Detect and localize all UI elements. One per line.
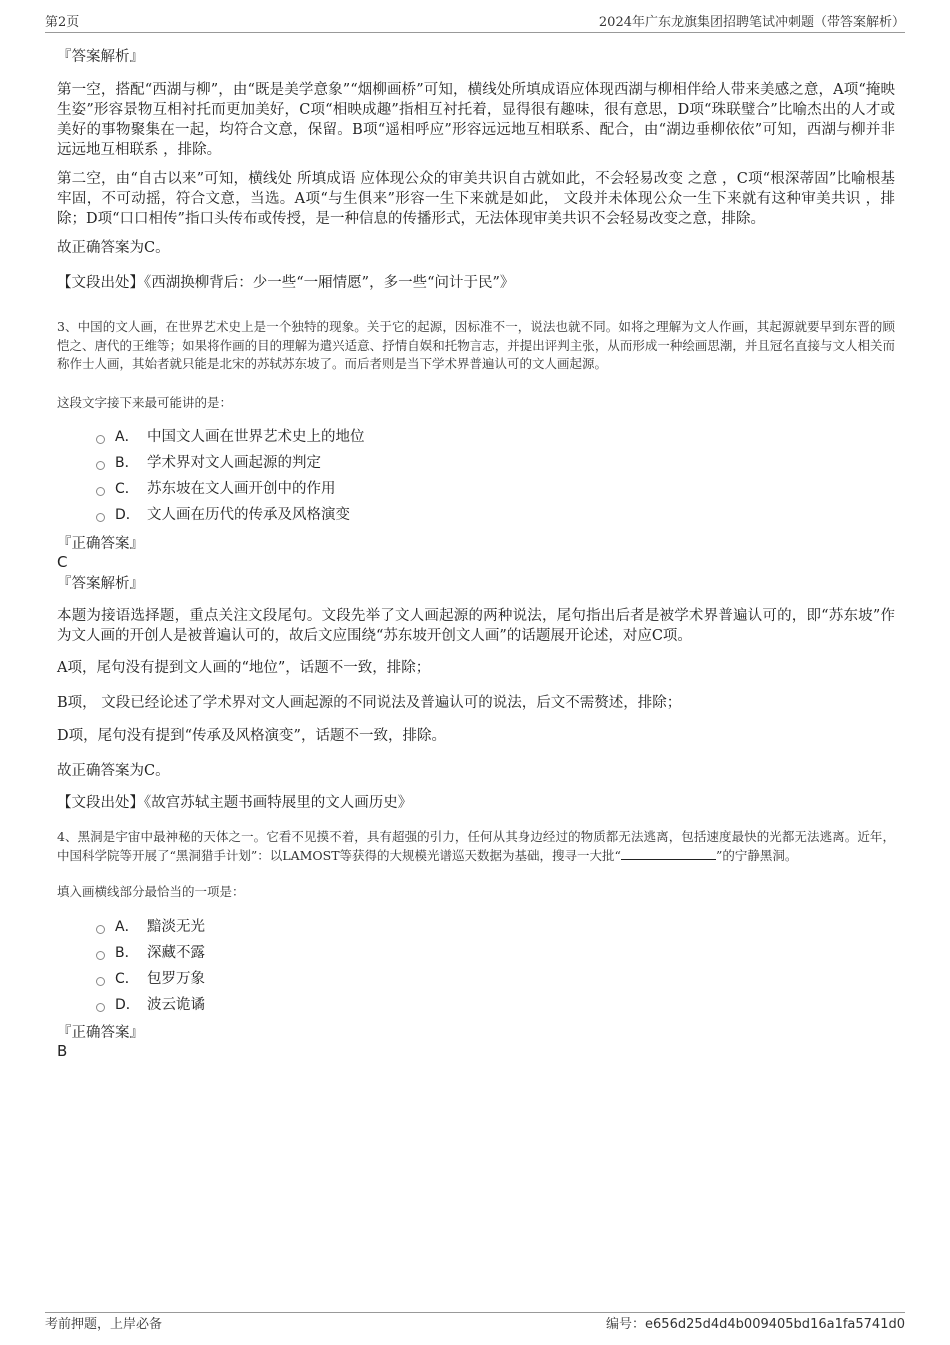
question-4-passage: 4、黑洞是宇宙中最神秘的天体之一。它看不见摸不着，具有超强的引力，任何从其身边经过的物质都无法逃离，包括速度最快的光都无法逃离。近年，中国科学院等开展了“黑洞猎手计划”：以LAMOST等获得的大规模光谱巡天数据为基础，搜寻一大批“ ”的宁静黑洞。 bbox=[57, 829, 895, 863]
radio-icon[interactable] bbox=[96, 925, 105, 934]
radio-icon[interactable] bbox=[96, 435, 105, 444]
source-citation: 【文段出处】《故宫苏轼主题书画特展里的文人画历史》 bbox=[57, 795, 413, 811]
radio-icon[interactable] bbox=[96, 1003, 105, 1012]
option-text: 波云诡谲 bbox=[147, 997, 205, 1013]
source-citation: 【文段出处】《西湖换柳背后：少一些“一厢情愿”，多一些“问计于民”》 bbox=[57, 275, 515, 291]
question-4-option-c[interactable]: C． 包罗万象 bbox=[96, 969, 205, 989]
radio-icon[interactable] bbox=[96, 977, 105, 986]
analysis-paragraph-2: 第二空，由“自古以来”可知，横线处 所填成语 应体现公众的审美共识自古就如此，不会轻易改变 之意 ，C项“根深蒂固”比喻根基牢固，不可动摇，符合文意，当选。A项“与生俱来”形容一生下来就是如此， 文段并未体现公众一生下来就有这种审美共识 ，排除；D项“口口相传”指口头传布或传授，是一种信息的传播形式，无法体现审美共识不会轻易改变之意，排除。 bbox=[57, 171, 895, 227]
option-text: 包罗万象 bbox=[147, 971, 205, 987]
radio-icon[interactable] bbox=[96, 951, 105, 960]
analysis-label: 『答案解析』 bbox=[57, 49, 144, 65]
question-3-option-b[interactable]: B． 学术界对文人画起源的判定 bbox=[96, 453, 321, 473]
question-4-option-a[interactable]: A． 黯淡无光 bbox=[96, 917, 205, 937]
page-footer bbox=[45, 1312, 905, 1333]
question-3-option-d[interactable]: D． 文人画在历代的传承及风格演变 bbox=[96, 505, 350, 525]
question-3-note-b: B项， 文段已经论述了学术界对文人画起源的不同说法及普遍认可的说法，后文不需赘述，排除； bbox=[57, 695, 682, 711]
option-text: 黯淡无光 bbox=[147, 919, 205, 935]
radio-icon[interactable] bbox=[96, 487, 105, 496]
analysis-paragraph-1: 第一空，搭配“西湖与柳”，由“既是美学意象”“烟柳画桥”可知，横线处所填成语应体现西湖与柳相伴给人带来美感之意，A项“掩映生姿”形容景物互相衬托而更加美好，C项“相映成趣”指相互衬托着，显得很有趣味，很有意思，D项“珠联璧合”比喻杰出的人才或美好的事物聚集在一起，均符合文意，保留。B项“遥相呼应”形容远远地互相联系、配合，由“湖边垂柳依依”可知，西湖与柳并非 远远地互相联系 ，排除。 bbox=[57, 82, 895, 158]
question-3-passage: 3、中国的文人画，在世界艺术史上是一个独特的现象。关于它的起源，因标准不一，说法也就不同。如将之理解为文人作画，其起源就要早到东晋的顾恺之、唐代的王维等；如果将作画的目的理解为遣兴适意、抒情自娱和托物言志，并提出评判主张，从而形成一种绘画思潮，并且冠名直接与文人相关而称作士人画，其始者就只能是北宋的苏轼苏东坡了。而后者则是当下学术界普遍认可的文人画起源。 bbox=[57, 319, 895, 371]
correct-answer-label: 『正确答案』 bbox=[57, 536, 144, 552]
option-text: 苏东坡在文人画开创中的作用 bbox=[147, 481, 336, 497]
question-3-stem: 这段文字接下来最可能讲的是： bbox=[57, 395, 233, 410]
fill-in-blank bbox=[621, 847, 716, 860]
option-text: 学术界对文人画起源的判定 bbox=[147, 455, 321, 471]
document-code: 编号：e656d25d4d4b009405bd16a1fa5741d0 bbox=[606, 1317, 905, 1332]
footer-slogan: 考前押题，上岸必备 bbox=[45, 1317, 163, 1332]
option-text: 深藏不露 bbox=[147, 945, 205, 961]
option-text: 文人画在历代的传承及风格演变 bbox=[147, 507, 350, 523]
question-3-note-d: D项，尾句没有提到“传承及风格演变”，话题不一致，排除。 bbox=[57, 728, 446, 744]
question-4-option-d[interactable]: D． 波云诡谲 bbox=[96, 995, 205, 1015]
question-4-stem: 填入画横线部分最恰当的一项是： bbox=[57, 884, 245, 899]
question-3-note-a: A项，尾句没有提到文人画的“地位”，话题不一致，排除； bbox=[57, 660, 431, 676]
page-header bbox=[45, 14, 905, 33]
option-text: 中国文人画在世界艺术史上的地位 bbox=[147, 429, 365, 445]
question-3-option-a[interactable]: A． 中国文人画在世界艺术史上的地位 bbox=[96, 427, 365, 447]
question-3-option-c[interactable]: C． 苏东坡在文人画开创中的作用 bbox=[96, 479, 336, 499]
correct-answer-value: C bbox=[57, 553, 68, 571]
correct-answer-value: B bbox=[57, 1042, 68, 1060]
answer-conclusion: 故正确答案为C。 bbox=[57, 763, 170, 779]
question-3-analysis: 本题为接语选择题，重点关注文段尾句。文段先举了文人画起源的两种说法，尾句指出后者是被学术界普遍认可的，即“苏东坡”作为文人画的开创人是被普遍认可的，故后文应围绕“苏东坡开创文人画”的话题展开论述，对应C项。 bbox=[57, 608, 895, 644]
analysis-label: 『答案解析』 bbox=[57, 576, 144, 592]
correct-answer-label: 『正确答案』 bbox=[57, 1025, 144, 1041]
radio-icon[interactable] bbox=[96, 513, 105, 522]
question-4-option-b[interactable]: B． 深藏不露 bbox=[96, 943, 205, 963]
document-title: 2024年广东龙旗集团招聘笔试冲刺题（带答案解析） bbox=[598, 15, 905, 30]
answer-conclusion: 故正确答案为C。 bbox=[57, 240, 170, 256]
radio-icon[interactable] bbox=[96, 461, 105, 470]
page-number: 第2页 bbox=[45, 15, 80, 30]
